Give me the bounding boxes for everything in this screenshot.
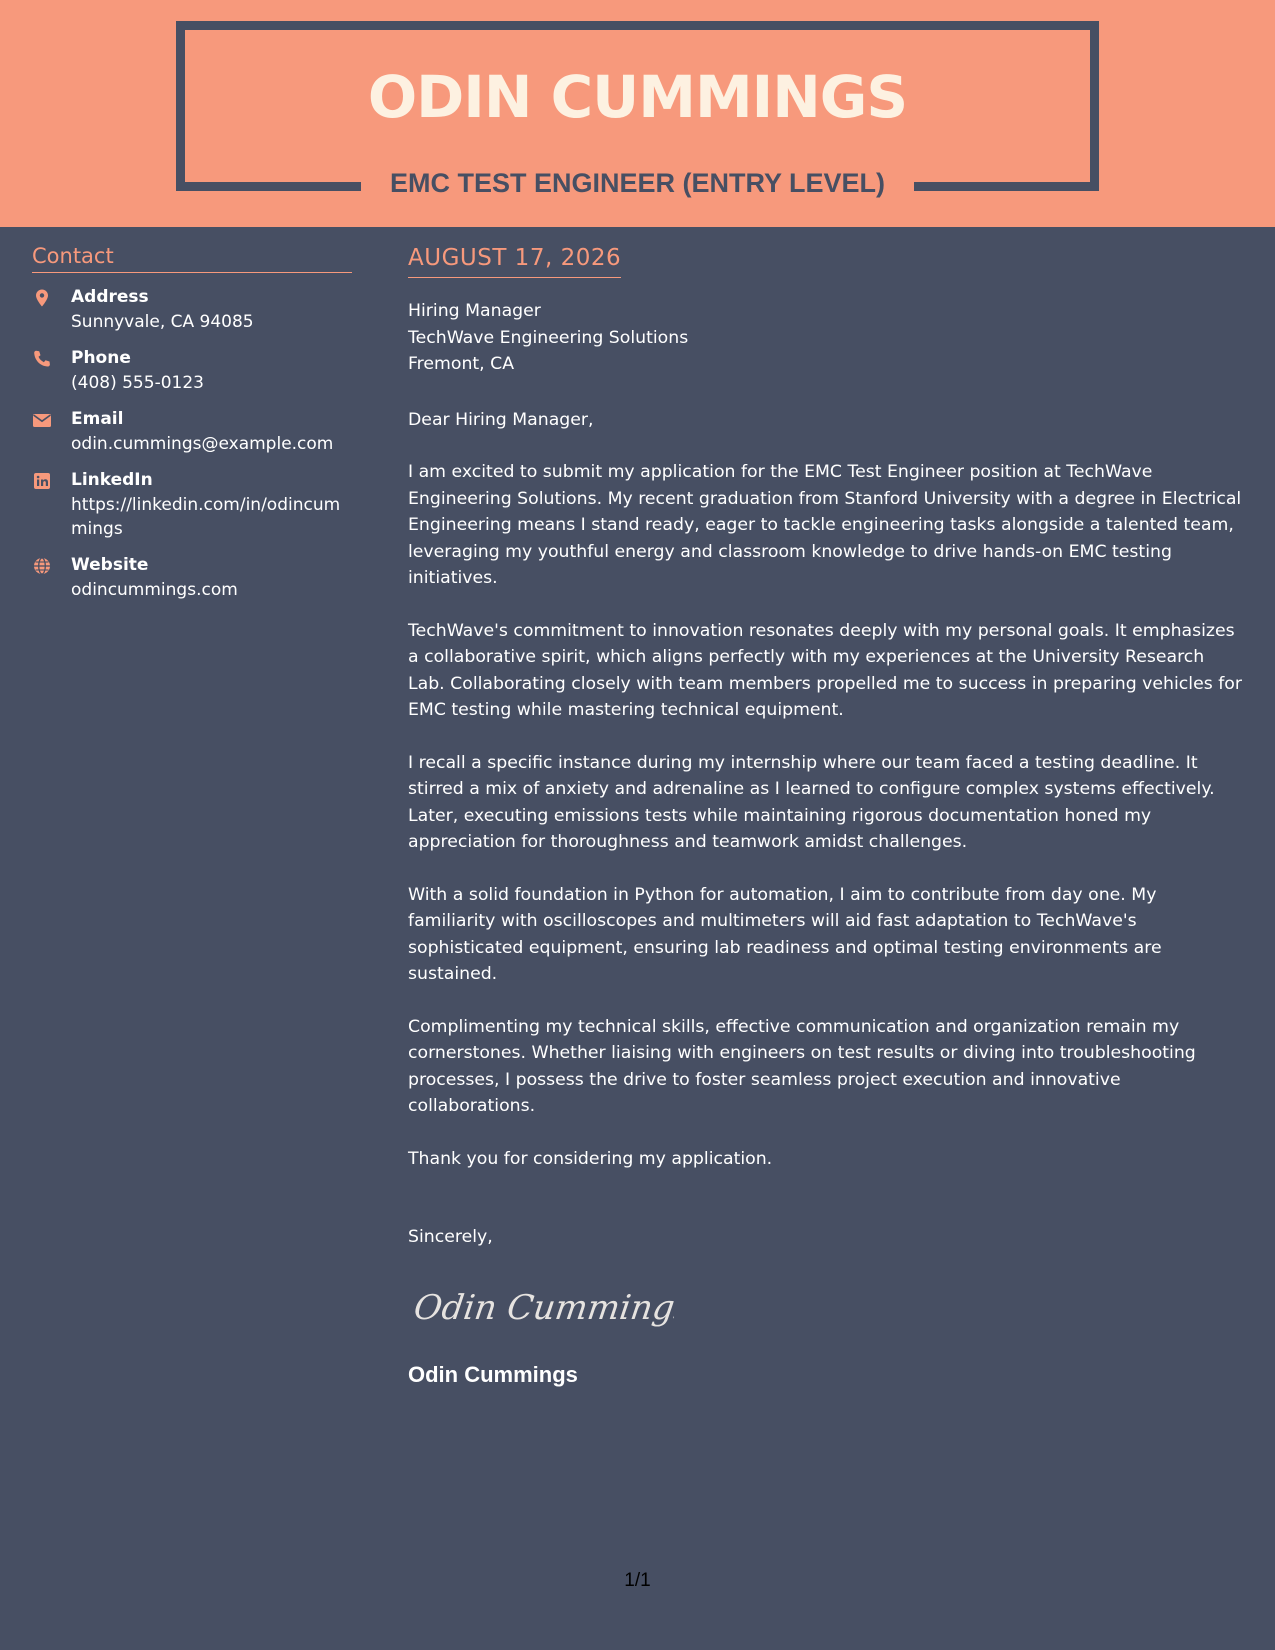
applicant-name: ODIN CUMMINGS <box>367 63 908 131</box>
header-banner <box>0 0 1275 227</box>
paragraph: I recall a specific instance during my internship where our team faced a testing deadline. It stirred a mix of anxiety and adrenaline as I learned to configure complex systems effectively. Later, executing emissions tests while maintaining rigorous documentation honed my appreciation for thoroughness and teamwork amidst challenges. <box>408 752 1215 852</box>
contact-linkedin <box>32 468 352 541</box>
linkedin-value[interactable]: https://linkedin.com/in/odincummings <box>71 495 341 539</box>
phone-value: (408) 555-0123 <box>71 373 204 393</box>
contact-website <box>32 553 352 602</box>
phone-label: Phone <box>71 348 131 368</box>
recipient-line: Fremont, CA <box>408 354 515 374</box>
greeting: Dear Hiring Manager, <box>408 409 594 430</box>
globe-icon <box>32 556 52 576</box>
contact-sidebar <box>32 242 352 614</box>
paragraph: I am excited to submit my application for the EMC Test Engineer position at TechWave Engineering Solutions. My recent graduation from Stanford University with a degree in Electrical Engineering means I stand ready, eager to tackle engineering tasks alongside a talented team, leveraging my youthful energy and classroom knowledge to drive hands-on EMC testing initiatives. <box>408 462 1242 588</box>
title-frame-bottom-right <box>914 182 1099 191</box>
phone-icon <box>32 349 52 369</box>
paragraph: With a solid foundation in Python for automation, I aim to contribute from day one. My familiarity with oscilloscopes and multimeters will aid fast adaptation to TechWave's sophisticated equipment, ensuring lab readiness and optimal testing environments are sustained. <box>408 884 1162 984</box>
contact-email <box>32 407 352 456</box>
letter-body <box>408 243 1243 1389</box>
recipient-line: Hiring Manager <box>408 301 541 321</box>
website-label: Website <box>71 555 149 575</box>
paragraph: TechWave's commitment to innovation resonates deeply with my personal goals. It emphasizes a collaborative spirit, which aligns perfectly with my experiences at the University Research Lab. Collaborating closely with team members propelled me to success in preparing vehicles for EMC testing while mastering technical equipment. <box>408 620 1242 720</box>
email-label: Email <box>71 409 124 429</box>
linkedin-label: LinkedIn <box>71 470 153 490</box>
recipient-block <box>408 298 1243 378</box>
contact-heading: Contact <box>32 242 352 273</box>
address-value: Sunnyvale, CA 94085 <box>71 312 254 332</box>
recipient-line: TechWave Engineering Solutions <box>408 327 689 348</box>
handwritten-signature <box>414 1281 674 1335</box>
website-value[interactable]: odincummings.com <box>71 580 238 600</box>
title-frame-bottom-left <box>176 182 361 191</box>
linkedin-icon <box>32 471 52 491</box>
envelope-icon <box>32 410 52 430</box>
contact-phone <box>32 346 352 395</box>
contact-list <box>32 285 352 602</box>
map-pin-icon <box>32 288 52 308</box>
page-number: 1/1 <box>624 1570 651 1591</box>
contact-address <box>32 285 352 334</box>
job-title: EMC TEST ENGINEER (ENTRY LEVEL) <box>389 168 886 198</box>
signoff: Sincerely, <box>408 1227 493 1247</box>
svg-text:Odin Cummings: Odin Cummings <box>414 1287 674 1328</box>
address-label: Address <box>71 287 149 307</box>
signer-name: Odin Cummings <box>408 1361 578 1387</box>
email-value[interactable]: odin.cummings@example.com <box>71 434 334 454</box>
paragraph: Thank you for considering my application. <box>408 1148 773 1169</box>
letter-date: AUGUST 17, 2026 <box>408 243 621 278</box>
paragraph: Complimenting my technical skills, effective communication and organization remain my cornerstones. Whether liaising with engineers on test results or diving into troubleshooting processes, I possess the drive to foster seamless project execution and innovative collaborations. <box>408 1016 1196 1116</box>
